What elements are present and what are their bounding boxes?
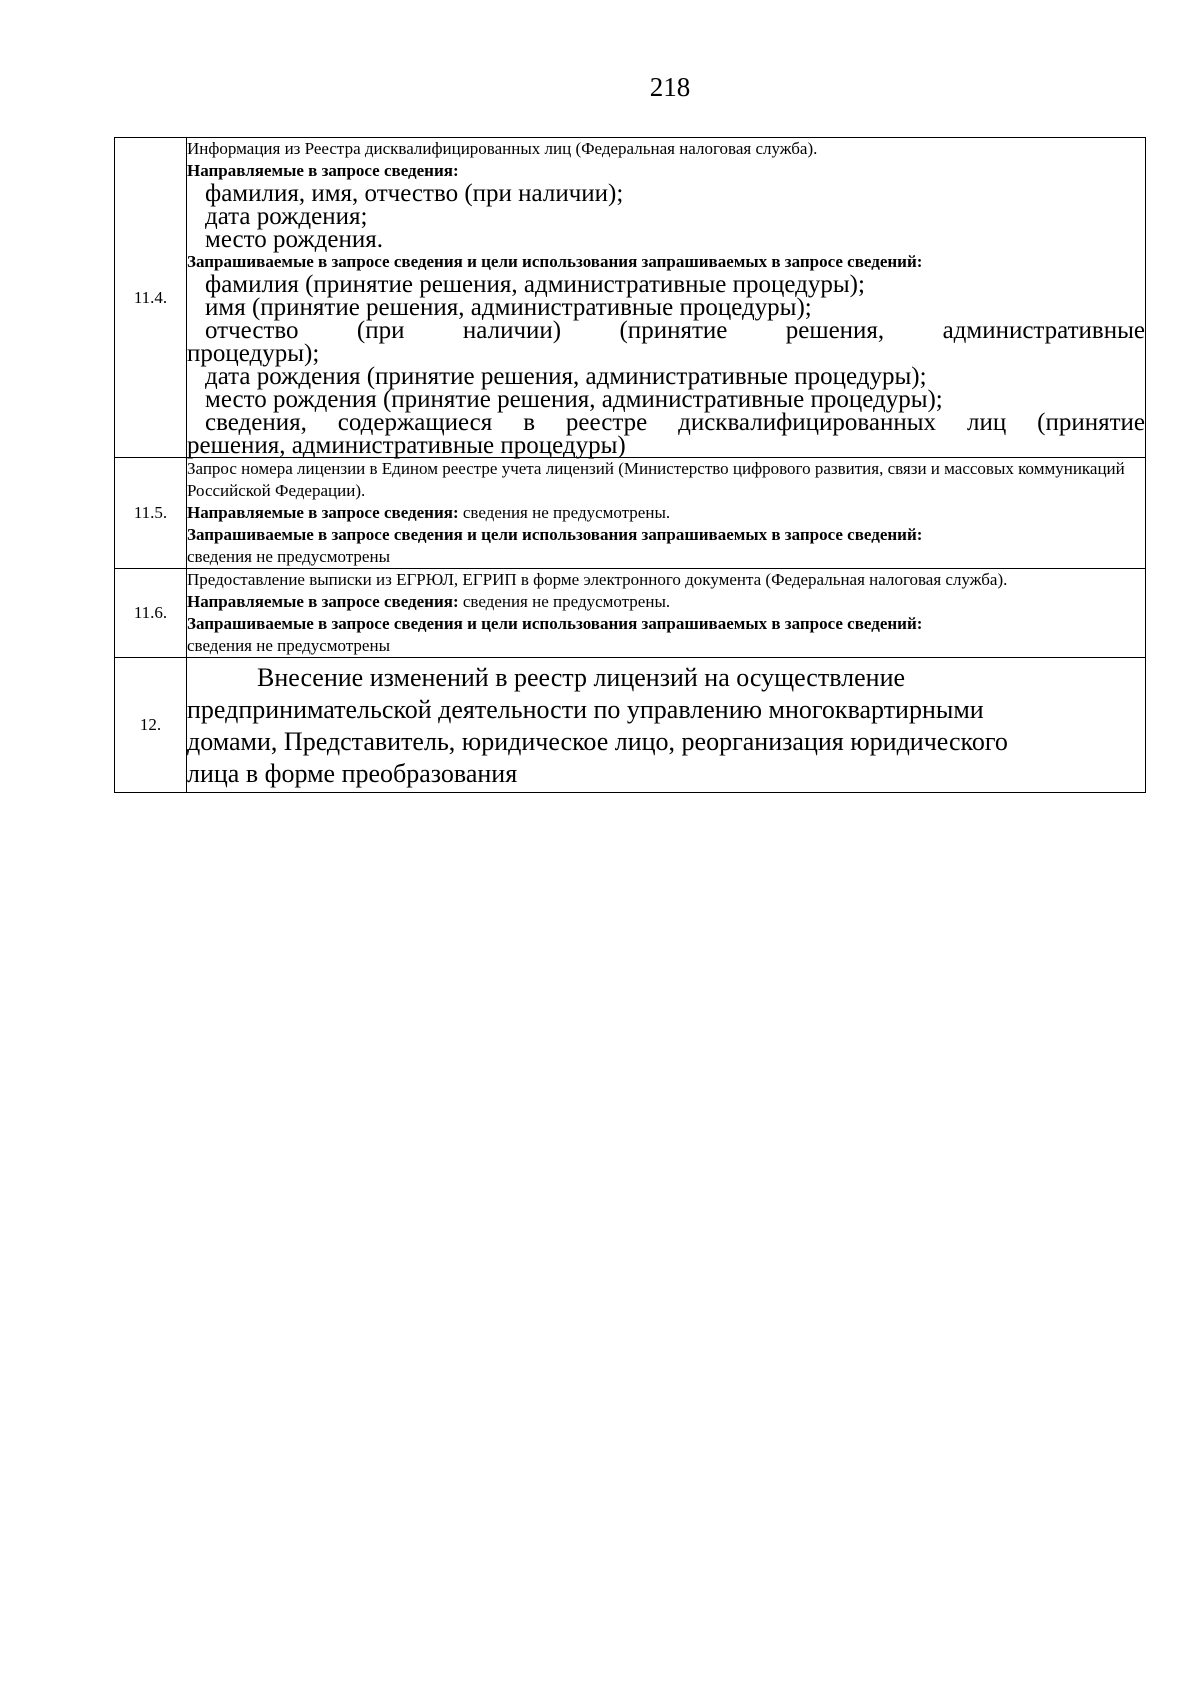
row-content	[187, 569, 1146, 658]
list-item: дата рождения;	[205, 203, 368, 230]
sent-list	[187, 182, 1145, 251]
sent-value: сведения не предусмотрены.	[462, 503, 671, 522]
row-number: 11.5.	[115, 458, 187, 569]
heading-line: предпринимательской деятельности по управлению многоквартирными	[187, 695, 984, 724]
table-row	[115, 658, 1146, 793]
requested-label: Запрашиваемые в запросе сведения и цели использования запрашиваемых в запросе сведений:	[187, 525, 923, 544]
requested-label: Запрашиваемые в запросе сведения и цели использования запрашиваемых в запросе сведений:	[187, 614, 923, 633]
list-item: место рождения (принятие решения, административные процедуры);	[205, 386, 943, 413]
heading-line: лица в форме преобразования	[187, 759, 518, 788]
table-row	[115, 569, 1146, 658]
list-item: процедуры);	[187, 340, 320, 367]
table-row	[115, 458, 1146, 569]
page-number: 218	[649, 72, 691, 102]
list-item: фамилия (принятие решения, административные процедуры);	[205, 271, 865, 298]
list-item: имя (принятие решения, административные процедуры);	[205, 294, 812, 321]
heading-line: домами, Представитель, юридическое лицо, реорганизация юридического	[187, 727, 1008, 756]
row-number: 12.	[115, 658, 187, 793]
list-item: решения, административные процедуры)	[187, 432, 626, 459]
request-title: Запрос номера лицензии в Едином реестре учета лицензий (Министерство цифрового развития, связи и массовых коммуникаций Российской Федерации).	[187, 459, 1125, 500]
sent-label: Направляемые в запросе сведения:	[187, 503, 459, 522]
list-item: место рождения.	[205, 226, 383, 253]
row-content	[187, 138, 1146, 458]
services-table	[114, 137, 1146, 793]
request-title: Предоставление выписки из ЕГРЮЛ, ЕГРИП в форме электронного документа (Федеральная налоговая служба).	[187, 570, 1008, 589]
row-content	[187, 658, 1146, 793]
requested-list	[187, 273, 1145, 457]
list-item: дата рождения (принятие решения, административные процедуры);	[205, 363, 927, 390]
row-number: 11.4.	[115, 138, 187, 458]
heading-line: Внесение изменений в реестр лицензий на осуществление	[257, 663, 906, 692]
requested-value: сведения не предусмотрены	[187, 636, 390, 655]
sent-label: Направляемые в запросе сведения:	[187, 592, 459, 611]
requested-value: сведения не предусмотрены	[187, 547, 390, 566]
sent-label: Направляемые в запросе сведения:	[187, 161, 459, 180]
list-item: сведения, содержащиеся в реестре дисквалифицированных лиц (принятие	[205, 409, 1145, 436]
row-content	[187, 458, 1146, 569]
requested-label: Запрашиваемые в запросе сведения и цели использования запрашиваемых в запросе сведений:	[187, 252, 923, 271]
request-title: Информация из Реестра дисквалифицированных лиц (Федеральная налоговая служба).	[187, 139, 818, 158]
row-number: 11.6.	[115, 569, 187, 658]
list-item: отчество (при наличии) (принятие решения, административные	[205, 317, 1145, 344]
table-row	[115, 138, 1146, 458]
section-heading	[187, 658, 1145, 792]
list-item: фамилия, имя, отчество (при наличии);	[205, 180, 624, 207]
sent-value: сведения не предусмотрены.	[462, 592, 671, 611]
